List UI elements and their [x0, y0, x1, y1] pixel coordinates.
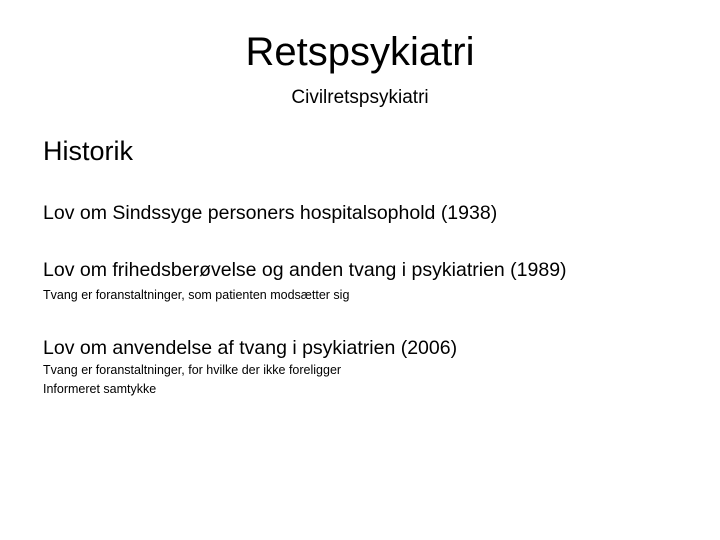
law-note-2006-line-2: Informeret samtykke — [43, 382, 157, 396]
law-item-2006: Lov om anvendelse af tvang i psykiatrien (2006) — [43, 337, 458, 359]
law-item-1938: Lov om Sindssyge personers hospitalsophold (1938) — [43, 202, 498, 224]
section-heading: Historik — [43, 136, 134, 166]
slide-subtitle: Civilretspsykiatri — [291, 87, 429, 108]
law-note-2006-line-1: Tvang er foranstaltninger, for hvilke der ikke foreligger — [43, 363, 342, 377]
slide-title: Retspsykiatri — [245, 30, 475, 74]
law-item-1989: Lov om frihedsberøvelse og anden tvang i psykiatrien (1989) — [43, 259, 567, 281]
law-note-1989: Tvang er foranstaltninger, som patienten modsætter sig — [43, 288, 350, 302]
